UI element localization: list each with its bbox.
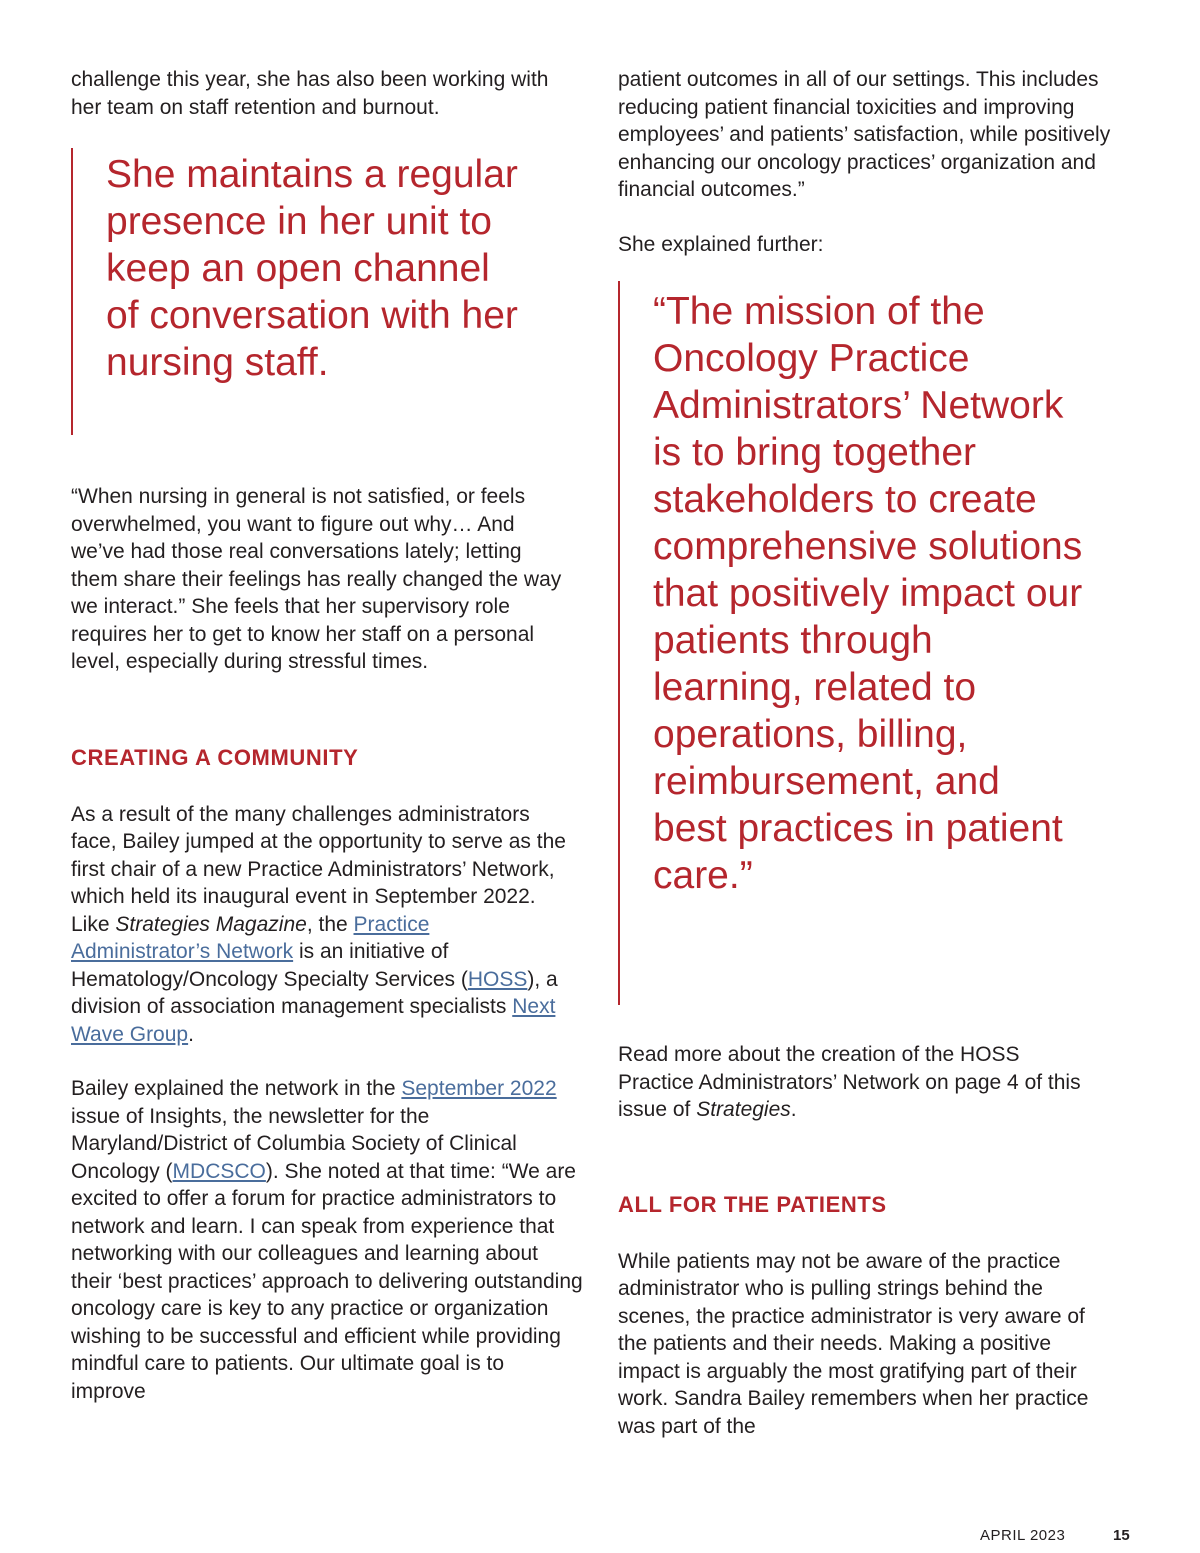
hoss-link[interactable]: HOSS — [467, 967, 528, 991]
pull-quote — [71, 148, 526, 435]
paragraph — [71, 801, 571, 1049]
page-number: 15 — [1113, 1527, 1130, 1544]
paragraph — [71, 1075, 583, 1405]
magazine-title: Strategies — [696, 1098, 791, 1121]
practice-administrators-network-link[interactable]: Practice Administrator’s Network — [71, 912, 430, 963]
text-run: Read more about the creation of the HOSS Practice Administrators’ Network on page 4 of this issue of — [618, 1043, 1081, 1121]
paragraph: She explained further: — [618, 232, 824, 256]
paragraph: patient outcomes in all of our settings. This includes reducing patient financial toxicities and improving employees’ and patients’ satisfaction, while positively enhancing our oncology practices’ organization and financial outcomes.” — [618, 68, 1111, 201]
section-heading: CREATING A COMMUNITY — [71, 744, 359, 770]
left-column — [71, 66, 591, 1405]
text-run: ). She noted at that time: “We are excited to offer a forum for practice administrators to network and learn. I can speak from experience that networking with our colleagues and learning about their ‘best practices’ approach to delivering outstanding oncology care is key to any practice or organization wishing to be successful and efficient while providing mindful care to patients. Our ultimate goal is to improve — [71, 1159, 583, 1403]
pull-quote-text: “The mission of the Oncology Practice Administrators’ Network is to bring together stakeholders to create comprehensive solutions that positively impact our patients through learning, related to operations, billing, reimbursement, and best practices in patient care.” — [653, 290, 1083, 897]
next-wave-group-link[interactable]: Next Wave Group — [71, 995, 556, 1046]
paragraph: While patients may not be aware of the practice administrator who is pulling strings behind the scenes, the practice administrator is very aware of the patients and their needs. Making a positive impact is arguably the most gratifying part of their work. Sandra Bailey remembers when her practice was part of the — [618, 1249, 1089, 1438]
paragraph: challenge this year, she has also been working with her team on staff retention and burnout. — [71, 68, 549, 119]
pull-quote-text: She maintains a regular presence in her unit to keep an open channel of conversation with her nursing staff. — [106, 153, 518, 384]
right-column — [618, 66, 1118, 1440]
text-run: Bailey explained the network in the — [71, 1077, 402, 1100]
text-run: is an initiative of Hematology/Oncology Specialty Services ( — [71, 940, 468, 991]
mdcsco-link[interactable]: MDCSCO — [172, 1159, 266, 1183]
paragraph — [618, 1041, 1098, 1124]
text-run: As a result of the many challenges administrators face, Bailey jumped at the opportunity to serve as the first chair of a new Practice Administrators’ Network, which held its inaugural event in September 2022. Like — [71, 802, 566, 936]
paragraph: “When nursing in general is not satisfied, or feels overwhelmed, you want to figure out why… And we’ve had those real conversations lately; letting them share their feelings has really changed the way we interact.” She feels that her supervisory role requires her to get to know her staff on a personal level, especially during stressful times. — [71, 485, 562, 673]
text-run: . — [188, 1022, 194, 1046]
pull-quote — [618, 281, 1083, 1005]
text-run: issue of Insights, the newsletter for the Maryland/District of Columbia Society of Clinical Oncology ( — [71, 1104, 517, 1183]
text-run: . — [790, 1098, 797, 1121]
magazine-title: Strategies Magazine — [115, 912, 307, 936]
section-heading: ALL FOR THE PATIENTS — [618, 1191, 887, 1217]
text-run: ), a division of association management specialists — [71, 967, 558, 1018]
issue-date: APRIL 2023 — [980, 1527, 1066, 1544]
text-run: , the — [306, 912, 354, 936]
september-2022-link[interactable]: September 2022 — [401, 1077, 557, 1100]
